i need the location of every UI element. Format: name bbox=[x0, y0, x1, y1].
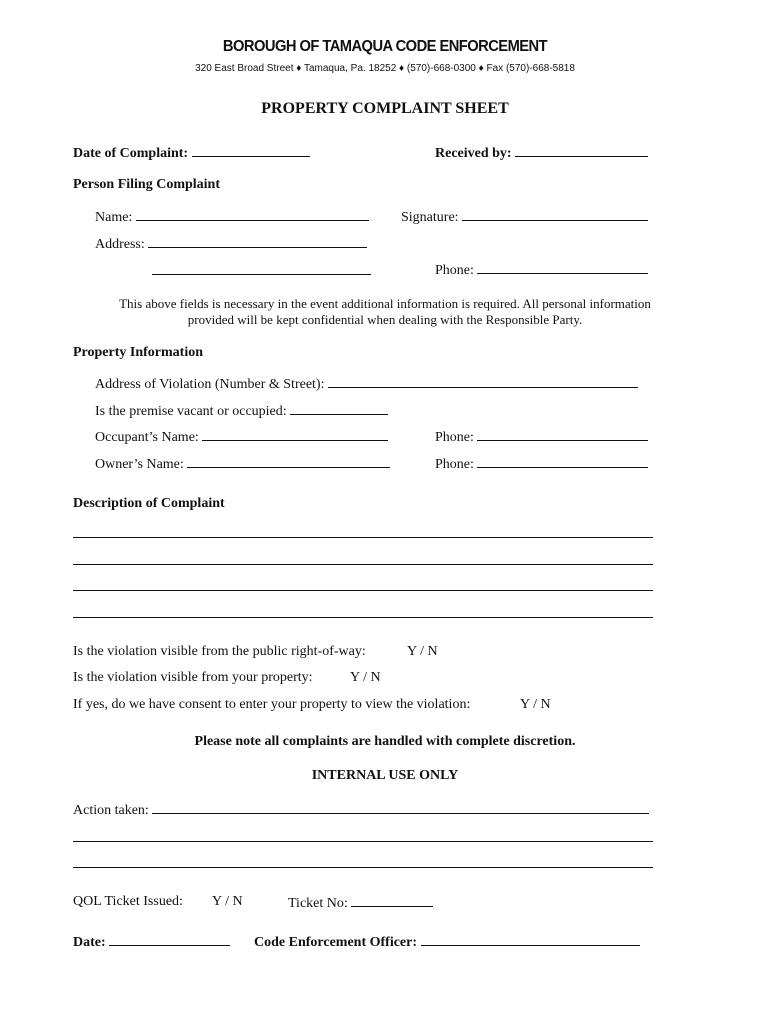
filer-phone-row bbox=[435, 261, 648, 279]
owner-name-field[interactable] bbox=[187, 455, 390, 468]
privacy-note-line-1: This above fields is necessary in the event additional information is required. All personal information bbox=[119, 296, 651, 311]
organization-name: BOROUGH OF TAMAQUA CODE ENFORCEMENT bbox=[222, 38, 548, 55]
vacant-occupied-field[interactable] bbox=[290, 402, 388, 415]
filer-signature-row bbox=[401, 208, 648, 226]
violation-address-label: Address of Violation (Number & Street): bbox=[95, 377, 325, 392]
action-taken-line-3[interactable] bbox=[73, 867, 653, 868]
filer-address-label: Address: bbox=[95, 237, 145, 252]
discretion-notice: Please note all complaints are handled with complete discretion. bbox=[194, 734, 576, 749]
occupant-phone-label: Phone: bbox=[435, 430, 474, 445]
received-by-row bbox=[435, 144, 648, 162]
received-by-label: Received by: bbox=[435, 146, 512, 161]
description-line-4[interactable] bbox=[73, 617, 653, 618]
action-taken-line-2[interactable] bbox=[73, 841, 653, 842]
filer-name-field[interactable] bbox=[136, 208, 369, 221]
occupant-name-field[interactable] bbox=[202, 428, 388, 441]
officer-date-row bbox=[73, 933, 230, 951]
owner-name-label: Owner’s Name: bbox=[95, 457, 184, 472]
officer-row bbox=[254, 933, 640, 951]
ticket-no-label: Ticket No: bbox=[288, 896, 348, 911]
internal-use-heading: INTERNAL USE ONLY bbox=[311, 768, 459, 783]
question-property-visible: Is the violation visible from your property: bbox=[73, 670, 313, 685]
occupant-name-row bbox=[95, 428, 388, 446]
filer-address-row bbox=[95, 235, 367, 253]
qol-ticket-yn[interactable]: Y / N bbox=[212, 894, 243, 909]
date-of-complaint-field[interactable] bbox=[192, 144, 310, 157]
question-public-visible: Is the violation visible from the public right-of-way: bbox=[73, 644, 366, 659]
person-filing-heading: Person Filing Complaint bbox=[73, 177, 221, 192]
action-taken-label: Action taken: bbox=[73, 803, 149, 818]
violation-address-field[interactable] bbox=[328, 375, 638, 388]
description-line-1[interactable] bbox=[73, 537, 653, 538]
form-title: PROPERTY COMPLAINT SHEET bbox=[261, 100, 509, 117]
date-of-complaint-row bbox=[73, 144, 310, 162]
question-property-visible-yn[interactable]: Y / N bbox=[350, 670, 381, 685]
occupant-phone-field[interactable] bbox=[477, 428, 648, 441]
violation-address-row bbox=[95, 375, 638, 393]
date-of-complaint-label: Date of Complaint: bbox=[73, 146, 189, 161]
owner-phone-row bbox=[435, 455, 648, 473]
occupant-phone-row bbox=[435, 428, 648, 446]
officer-date-field[interactable] bbox=[109, 933, 230, 946]
owner-phone-label: Phone: bbox=[435, 457, 474, 472]
filer-phone-label: Phone: bbox=[435, 263, 474, 278]
filer-signature-label: Signature: bbox=[401, 210, 459, 225]
officer-label: Code Enforcement Officer: bbox=[254, 935, 418, 950]
filer-phone-field[interactable] bbox=[477, 261, 648, 274]
question-consent-yn[interactable]: Y / N bbox=[520, 697, 551, 712]
qol-ticket-label: QOL Ticket Issued: bbox=[73, 894, 183, 909]
question-public-visible-yn[interactable]: Y / N bbox=[407, 644, 438, 659]
filer-address-field[interactable] bbox=[148, 235, 367, 248]
filer-name-label: Name: bbox=[95, 210, 133, 225]
officer-date-label: Date: bbox=[73, 935, 106, 950]
filer-signature-field[interactable] bbox=[462, 208, 648, 221]
description-line-3[interactable] bbox=[73, 590, 653, 591]
organization-address: 320 East Broad Street ♦ Tamaqua, Pa. 18252 ♦ (570)-668-0300 ♦ Fax (570)-668-5818 bbox=[195, 63, 575, 74]
received-by-field[interactable] bbox=[515, 144, 648, 157]
ticket-no-row bbox=[288, 894, 433, 912]
occupant-name-label: Occupant’s Name: bbox=[95, 430, 199, 445]
privacy-note-line-2: provided will be kept confidential when dealing with the Responsible Party. bbox=[187, 312, 583, 327]
ticket-no-field[interactable] bbox=[351, 894, 433, 907]
question-consent: If yes, do we have consent to enter your property to view the violation: bbox=[73, 697, 471, 712]
description-line-2[interactable] bbox=[73, 564, 653, 565]
filer-name-row bbox=[95, 208, 369, 226]
description-heading: Description of Complaint bbox=[73, 496, 225, 511]
owner-name-row bbox=[95, 455, 390, 473]
officer-field[interactable] bbox=[421, 933, 640, 946]
filer-address-line-2[interactable] bbox=[152, 274, 371, 275]
vacant-occupied-label: Is the premise vacant or occupied: bbox=[95, 404, 287, 419]
owner-phone-field[interactable] bbox=[477, 455, 648, 468]
action-taken-row bbox=[73, 801, 649, 819]
property-info-heading: Property Information bbox=[73, 345, 203, 360]
action-taken-field[interactable] bbox=[152, 801, 649, 814]
vacant-occupied-row bbox=[95, 402, 388, 420]
